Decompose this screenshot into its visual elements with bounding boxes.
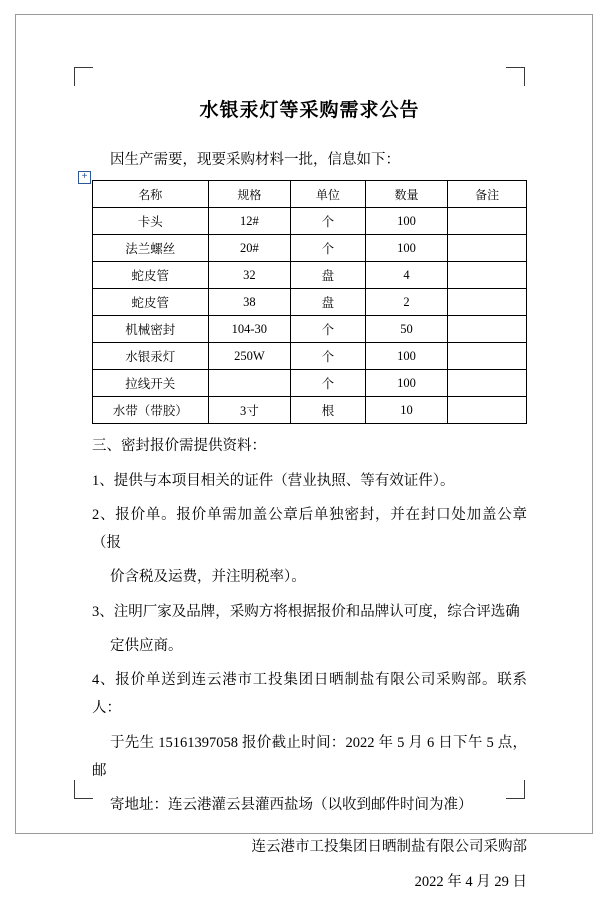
table-cell-note [448,316,527,343]
table-header-cell: 备注 [448,181,527,208]
table-cell-note [448,262,527,289]
table-cell-unit: 根 [291,397,365,424]
table-cell-spec: 20# [208,235,291,262]
crop-mark-top-left [74,67,93,86]
table-cell-qty: 100 [365,235,448,262]
table-header-cell: 单位 [291,181,365,208]
requirement-item-4: 4、报价单送到连云港市工投集团日晒制盐有限公司采购部。联系人： [92,672,527,717]
table-row [93,370,527,397]
section-heading: 三、密封报价需提供资料： [92,438,266,455]
table-cell-unit: 个 [291,208,365,235]
table-row [93,235,527,262]
table-cell-note [448,397,527,424]
table-cell-spec: 104-30 [208,316,291,343]
table-cell-qty: 100 [365,370,448,397]
table-cell-name: 蛇皮管 [93,262,209,289]
document-content [81,79,527,902]
requirement-item-2-cont: 价含税及运费，并注明税率）。 [110,569,306,586]
requirement-item-3: 3、注明厂家及品牌，采购方将根据报价和品牌认可度，综合评选确 [92,603,520,620]
table-cell-note [448,370,527,397]
table-cell-unit: 个 [291,235,365,262]
requirement-item-2: 2、报价单。报价单需加盖公章后单独密封，并在封口处加盖公章（报 [92,506,527,552]
table-cell-spec: 12# [208,208,291,235]
page-title: 水银汞灯等采购需求公告 [199,100,420,121]
table-header-cell: 规格 [208,181,291,208]
table-cell-unit: 个 [291,343,365,370]
table-header-cell: 名称 [93,181,209,208]
table-row [93,397,527,424]
intro-paragraph: 因生产需要，现要采购材料一批，信息如下： [110,152,400,168]
table-cell-name: 水银汞灯 [93,343,209,370]
table-cell-spec: 38 [208,289,291,316]
table-cell-qty: 50 [365,316,448,343]
table-cell-qty: 100 [365,343,448,370]
table-cell-name: 卡头 [93,208,209,235]
table-cell-name: 蛇皮管 [93,289,209,316]
requirement-item-4-cont-1: 于先生 15161397058 报价截止时间：2022 年 5 月 6 日下午 5 点，邮 [92,734,527,779]
crop-mark-bottom-left [74,780,93,799]
goods-table-wrapper [81,171,527,424]
table-cell-unit: 盘 [291,262,365,289]
date-line: 2022 年 4 月 29 日 [414,873,527,890]
table-header-row [93,181,527,208]
table-row [93,262,527,289]
table-cell-name: 水带（带胶） [93,397,209,424]
table-row [93,316,527,343]
table-cell-note [448,208,527,235]
table-cell-unit: 盘 [291,289,365,316]
table-move-handle[interactable]: + [78,171,91,184]
table-cell-qty: 100 [365,208,448,235]
requirement-item-3-cont: 定供应商。 [110,637,183,654]
table-cell-spec: 3寸 [208,397,291,424]
table-cell-note [448,289,527,316]
table-cell-spec [208,370,291,397]
table-cell-qty: 4 [365,262,448,289]
table-row [93,343,527,370]
table-cell-name: 法兰螺丝 [93,235,209,262]
requirement-item-4-cont-2: 寄地址：连云港灌云县灌西盐场（以收到邮件时间为准） [110,797,473,814]
goods-table [92,180,527,424]
table-cell-note [448,343,527,370]
signature-line: 连云港市工投集团日晒制盐有限公司采购部 [251,839,527,856]
table-cell-qty: 10 [365,397,448,424]
table-cell-unit: 个 [291,370,365,397]
table-cell-qty: 2 [365,289,448,316]
table-header-cell: 数量 [365,181,448,208]
table-row [93,208,527,235]
table-cell-spec: 32 [208,262,291,289]
table-cell-name: 拉线开关 [93,370,209,397]
requirement-item-1: 1、提供与本项目相关的证件（营业执照、等有效证件）。 [92,472,455,489]
document-sheet [15,14,593,890]
table-cell-note [448,235,527,262]
table-row [93,289,527,316]
table-cell-name: 机械密封 [93,316,209,343]
table-cell-unit: 个 [291,316,365,343]
table-cell-spec: 250W [208,343,291,370]
